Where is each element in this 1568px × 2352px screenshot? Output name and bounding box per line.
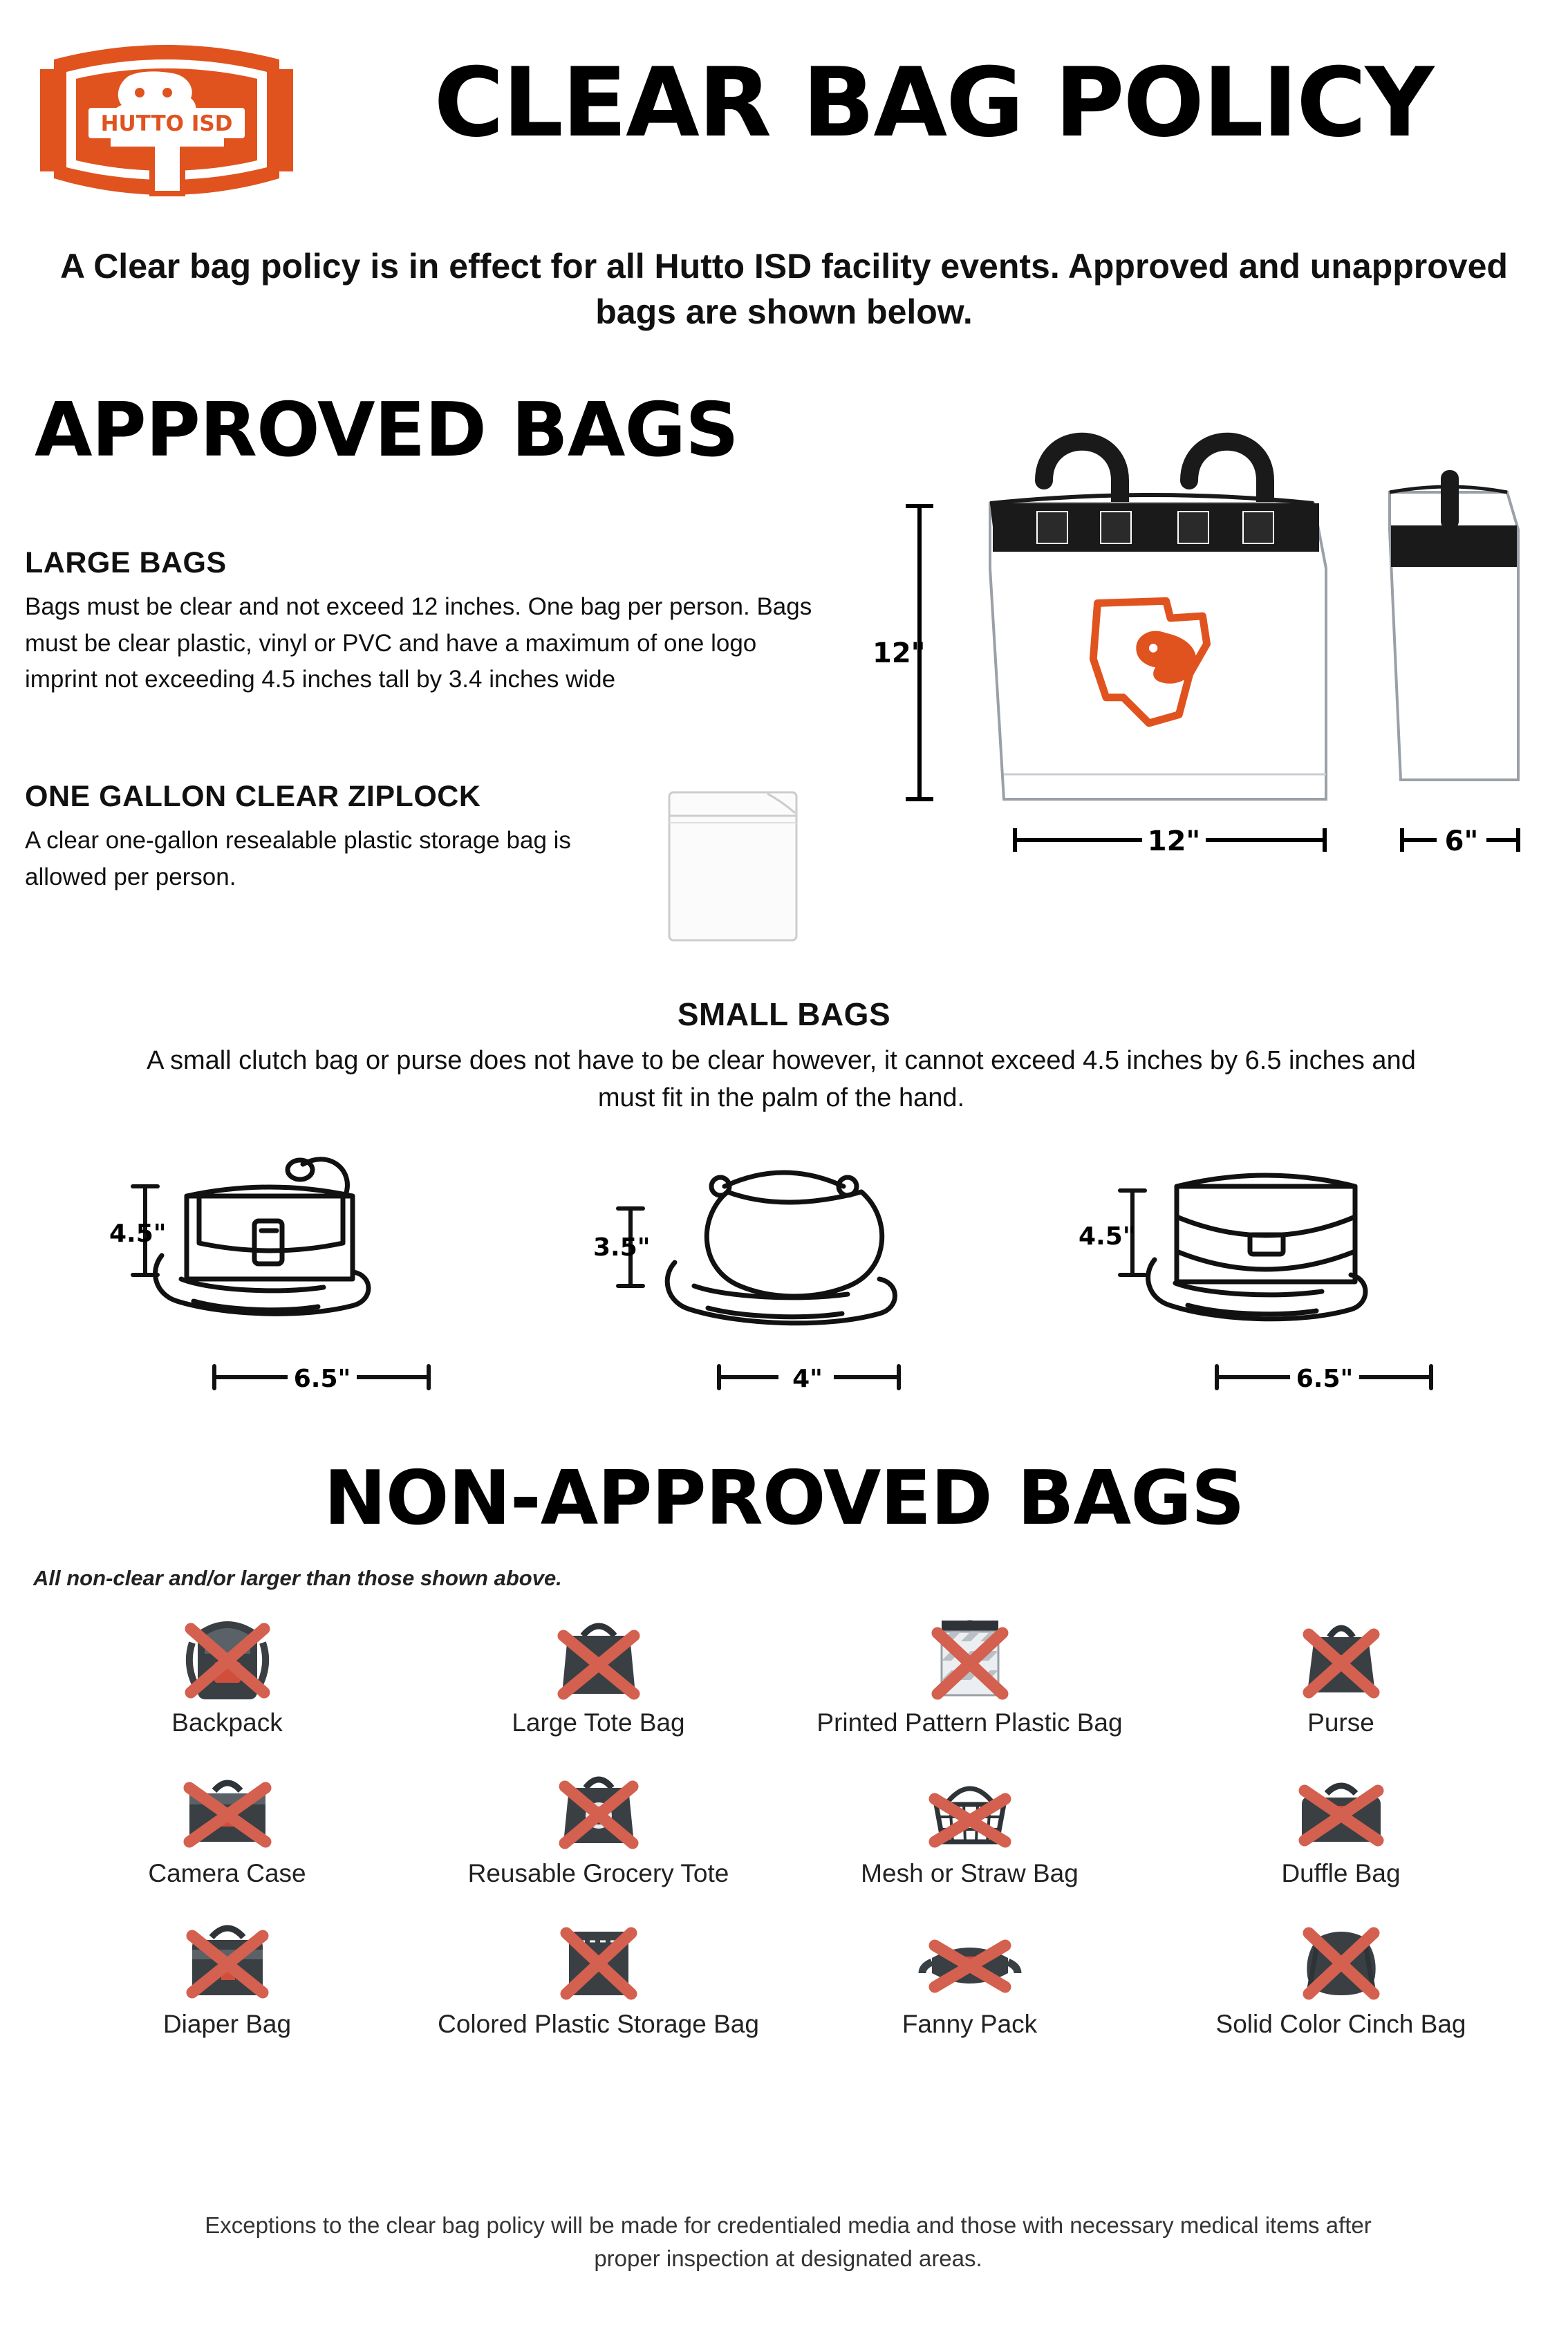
large-bags-text: Bags must be clear and not exceed 12 inches. One bag per person. Bags must be clear plastic, vinyl or PVC and have a maximum of one logo imprint not exceeding 4.5 inches tall by 3.4 inches wide [25, 593, 812, 693]
small-bag-3-height: 4.5" [1079, 1222, 1136, 1251]
non-approved-item [41, 1604, 413, 1749]
non-approved-item-label: Colored Plastic Storage Bag [438, 2010, 759, 2038]
small-bags-illustrations [41, 1120, 1535, 1417]
non-approved-item-label: Fanny Pack [902, 2010, 1038, 2038]
printed-pattern-bag-icon [904, 1604, 1036, 1708]
non-approved-item [784, 1755, 1155, 1900]
clear-tote-illustration [830, 387, 1556, 961]
ziplock-text: A clear one-gallon resealable plastic storage bag is allowed per person. [25, 827, 571, 890]
non-approved-item-label: Duffle Bag [1281, 1859, 1401, 1887]
non-approved-note: All non-clear and/or larger than those shown above. [33, 1566, 562, 1590]
purse-icon [1276, 1604, 1407, 1708]
non-approved-item-label: Mesh or Straw Bag [861, 1859, 1079, 1887]
non-approved-item-label: Backpack [171, 1708, 283, 1737]
non-approved-item [1155, 1755, 1527, 1900]
small-bags-text: A small clutch bag or purse does not have to be clear however, it cannot exceed 4.5 inches by 6.5 inches and must fit in the palm of the hand. [147, 1046, 1416, 1112]
small-bag-1-width: 6.5" [293, 1365, 351, 1393]
small-bag-2-width: 4" [792, 1365, 823, 1393]
non-approved-item [413, 1604, 784, 1749]
header [0, 21, 1568, 228]
duffle-bag-icon [1276, 1755, 1407, 1858]
small-bag-1-height: 4.5" [109, 1220, 167, 1248]
grocery-tote-icon [533, 1755, 664, 1858]
footer-note: Exceptions to the clear bag policy will be made for credentialed media and those with necessary medical items after proper inspection at designated areas. [205, 2212, 1372, 2271]
hutto-isd-hippo-logo [25, 33, 308, 213]
colored-plastic-bag-icon [533, 1905, 664, 2009]
non-approved-item [41, 1755, 413, 1900]
small-bag-2-height: 3.5" [593, 1233, 651, 1262]
non-approved-item-label: Camera Case [148, 1859, 306, 1887]
tote-height-dim: 12" [872, 637, 926, 669]
non-approved-item [413, 1755, 784, 1900]
non-approved-item [784, 1604, 1155, 1749]
tote-bag-icon [533, 1604, 664, 1708]
ziplock-bag-illustration [664, 787, 802, 946]
non-approved-item-label: Solid Color Cinch Bag [1215, 2010, 1466, 2038]
non-approved-item [413, 1905, 784, 2051]
approved-bags-heading: APPROVED BAGS [35, 387, 738, 474]
non-approved-item [1155, 1905, 1527, 2051]
camera-case-icon [162, 1755, 293, 1858]
large-bags-heading: LARGE BAGS [25, 546, 227, 579]
ziplock-heading: ONE GALLON CLEAR ZIPLOCK [25, 780, 481, 813]
non-approved-item-label: Purse [1307, 1708, 1374, 1737]
logo-text: HUTTO ISD [100, 111, 233, 136]
non-approved-grid [41, 1604, 1527, 2051]
policy-subtitle: A Clear bag policy is in effect for all Hutto ISD facility events. Approved and unapproved bags are shown below. [60, 247, 1508, 331]
non-approved-item-label: Printed Pattern Plastic Bag [816, 1708, 1123, 1737]
fanny-pack-icon [904, 1905, 1036, 2009]
small-bag-3-width: 6.5" [1296, 1365, 1354, 1393]
non-approved-item [1155, 1604, 1527, 1749]
small-bags-heading: SMALL BAGS [677, 996, 891, 1032]
non-approved-item-label: Large Tote Bag [512, 1708, 685, 1737]
non-approved-item [784, 1905, 1155, 2051]
non-approved-item-label: Reusable Grocery Tote [467, 1859, 729, 1887]
page-title: CLEAR BAG POLICY [433, 47, 1433, 158]
cinch-bag-icon [1276, 1905, 1407, 2009]
backpack-icon [162, 1604, 293, 1708]
non-approved-item-label: Diaper Bag [162, 2010, 292, 2038]
non-approved-item [41, 1905, 413, 2051]
tote-width-dim: 12" [1147, 825, 1201, 857]
non-approved-bags-heading: NON-APPROVED BAGS [324, 1455, 1244, 1542]
mesh-bag-icon [904, 1755, 1036, 1858]
diaper-bag-icon [162, 1905, 293, 2009]
tote-depth-dim: 6" [1444, 825, 1479, 857]
